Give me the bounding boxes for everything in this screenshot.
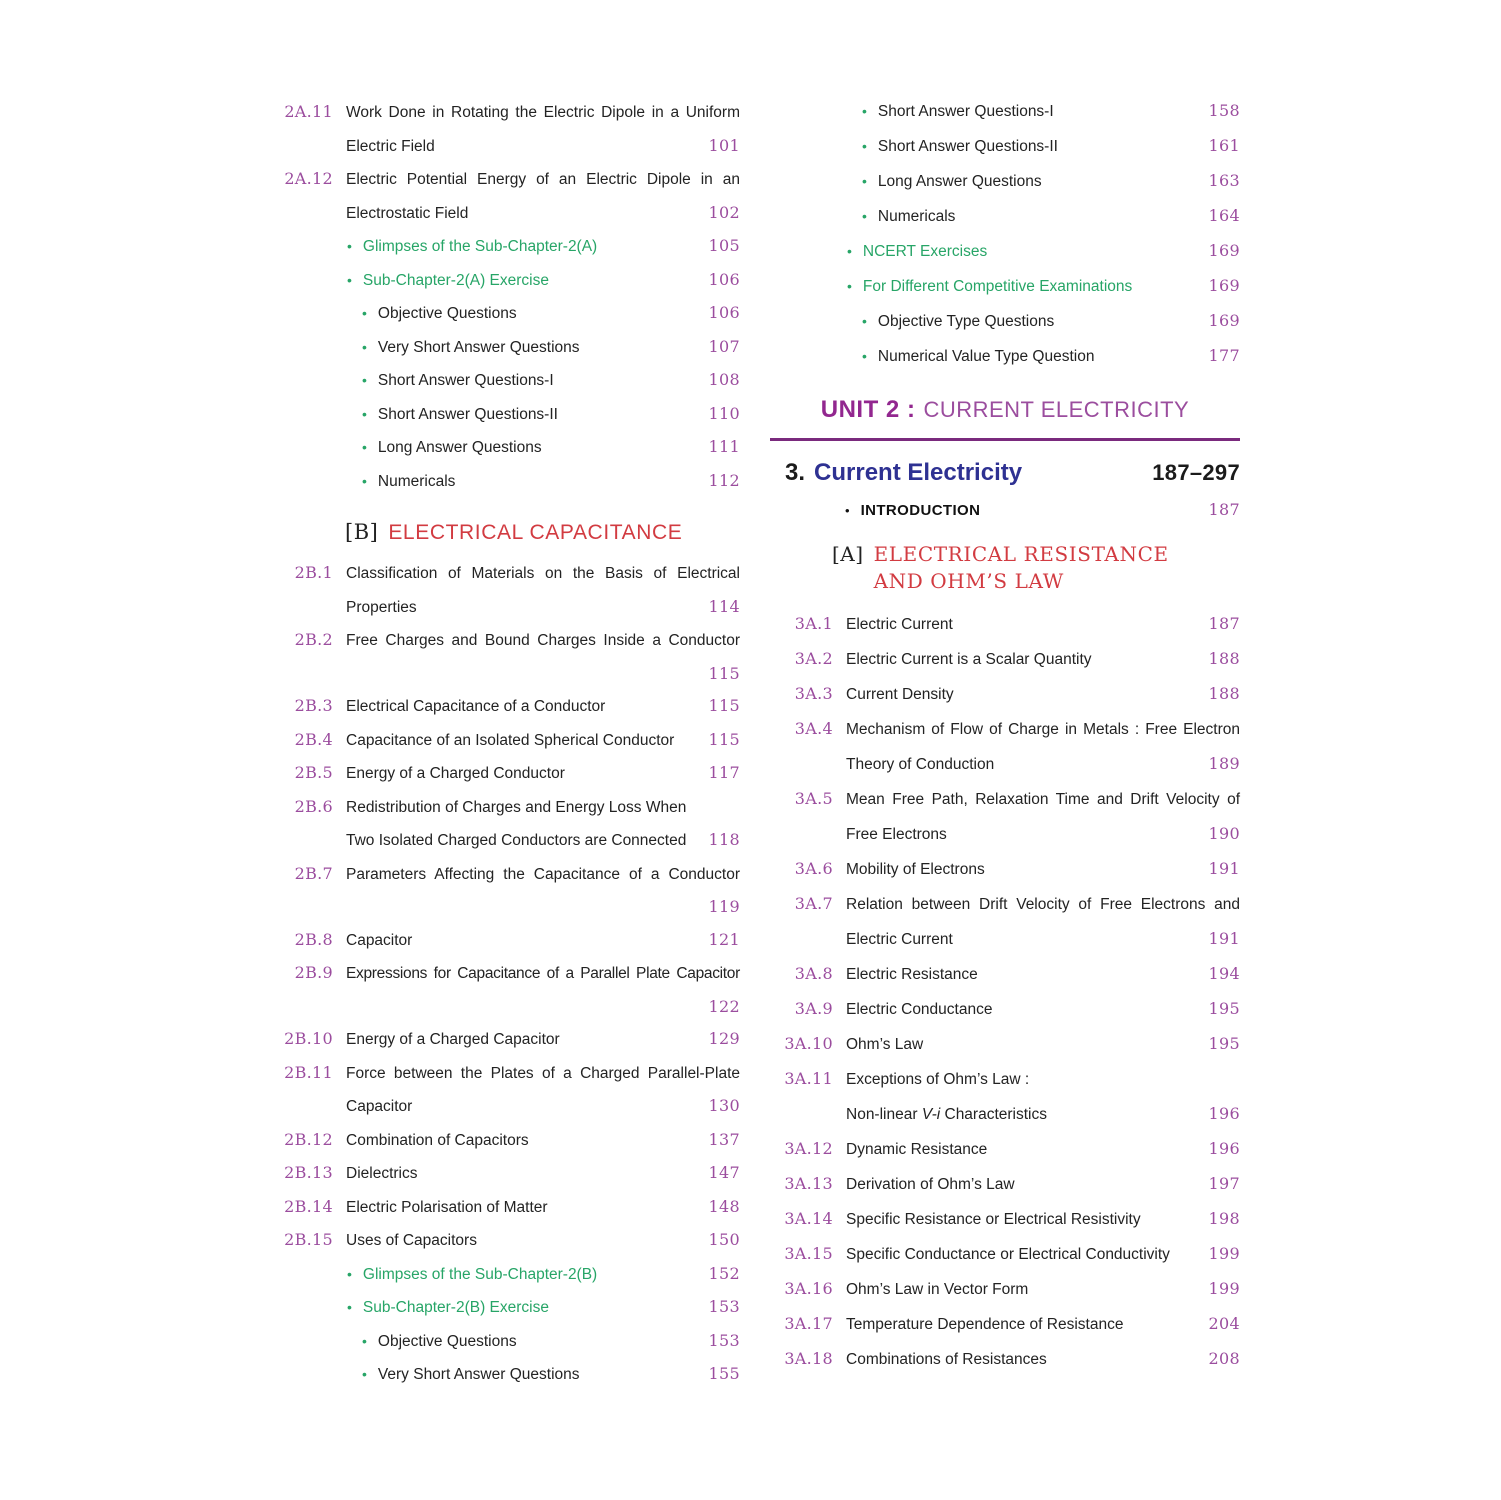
toc-entry [270, 557, 740, 624]
entry-title [846, 713, 1240, 782]
entry-title-line2: Free Electrons [846, 826, 947, 843]
entry-number: 3A.2 [794, 649, 833, 668]
entry-title-line1: Force between the Plates of a Charged Parallel-Plate [346, 1064, 740, 1082]
toc-exercise-entry [270, 1291, 740, 1325]
entry-number: 3A.8 [794, 964, 833, 983]
entry-title-line2: Electrostatic Field [346, 204, 469, 222]
entry-page-number: 118 [708, 830, 740, 849]
entry-title-line1: Relation between Drift Velocity of Free Electrons and [846, 896, 1240, 913]
toc-question-type-entry [770, 129, 1240, 164]
entry-title: Short Answer Questions-II [877, 138, 1058, 155]
entry-page-number: 148 [708, 1196, 740, 1216]
unit-2-divider [770, 394, 1240, 441]
entry-title-line1: Free Charges and Bound Charges Inside a Conductor [346, 632, 740, 649]
entry-title: Long Answer Questions [377, 439, 542, 456]
entry-number: 3A.16 [784, 1279, 833, 1298]
entry-number: 2B.15 [284, 1230, 333, 1249]
toc-question-type-entry [270, 331, 740, 365]
entry-number: 3A.6 [794, 859, 833, 878]
entry-title: Electric Polarisation of Matter [346, 1198, 548, 1216]
entry-title [346, 164, 740, 230]
entry-title: Specific Conductance or Electrical Conductivity [846, 1246, 1170, 1263]
entry-number: 2B.6 [294, 796, 333, 816]
bullet-icon [362, 1325, 367, 1358]
toc-entry [270, 724, 740, 758]
entry-page-number: 189 [1208, 754, 1240, 773]
toc-entry [770, 782, 1240, 852]
toc-entry [270, 96, 740, 163]
entry-title-line1: Classification of Materials on the Basis of Electrical [346, 565, 740, 582]
bullet-icon [847, 234, 852, 268]
entry-title: Short Answer Questions-I [377, 372, 554, 389]
entry-number: 2A.12 [284, 169, 333, 188]
toc-question-type-entry [270, 1358, 740, 1392]
toc-entry [770, 1307, 1240, 1342]
section-letter: [B] [345, 520, 379, 544]
toc-entry [270, 757, 740, 791]
toc-question-type-entry [770, 164, 1240, 199]
toc-question-type-entry [770, 94, 1240, 129]
entry-page-number: 115 [708, 663, 740, 683]
entry-title [346, 1058, 740, 1124]
toc-entry [270, 690, 740, 724]
entry-page-number: 119 [708, 897, 740, 916]
entry-page-number: 105 [708, 236, 740, 255]
entry-title: Energy of a Charged Capacitor [346, 1031, 560, 1048]
section-a-heading [770, 541, 1240, 595]
entry-page-number: 188 [1208, 684, 1240, 703]
bullet-icon [362, 398, 367, 431]
bullet-icon [845, 494, 850, 527]
entry-number: 3A.12 [784, 1139, 833, 1158]
entry-title: Specific Resistance or Electrical Resistivity [846, 1211, 1141, 1228]
section-title-line1: ELECTRICAL RESISTANCE [873, 542, 1169, 566]
toc-exercise-entry [770, 234, 1240, 269]
entry-number: 2B.3 [294, 696, 333, 715]
entry-number: 3A.1 [794, 614, 833, 633]
toc-entry [770, 712, 1240, 782]
entry-title-line2: Theory of Conduction [846, 756, 995, 773]
entry-title [346, 558, 740, 624]
entry-title: Sub-Chapter-2(A) Exercise [362, 271, 549, 289]
bullet-icon [862, 304, 867, 338]
toc-question-type-entry [770, 339, 1240, 374]
bullet-icon [362, 465, 367, 498]
section-title-line2: AND OHM’S LAW [873, 569, 1064, 593]
entry-number: 3A.9 [794, 999, 833, 1018]
entry-page-number: 198 [1208, 1209, 1240, 1228]
entry-title: Sub-Chapter-2(B) Exercise [362, 1299, 549, 1316]
entry-title-line1: Mean Free Path, Relaxation Time and Drift Velocity of [846, 791, 1240, 808]
entry-page-number: 169 [1208, 276, 1240, 295]
toc-entry [770, 1202, 1240, 1237]
exercise-entries-list [770, 94, 1240, 374]
entry-title [846, 888, 1240, 957]
chapter-3-entries-list [770, 607, 1240, 1377]
bullet-icon [347, 264, 352, 297]
entry-page-number: 117 [708, 763, 740, 782]
unit-title: CURRENT ELECTRICITY [923, 397, 1190, 422]
entry-page-number: 158 [1208, 101, 1240, 120]
chapter-3-heading [770, 453, 1240, 493]
entry-number: 2B.8 [294, 929, 333, 949]
bullet-icon [362, 1358, 367, 1391]
entry-page-number: 112 [708, 470, 740, 490]
entry-number: 3A.3 [794, 684, 833, 703]
bullet-icon [347, 1258, 352, 1291]
toc-entry [770, 1272, 1240, 1307]
entry-page-number: 161 [1208, 136, 1240, 155]
entry-page-number: 208 [1208, 1349, 1240, 1368]
toc-entry [770, 1062, 1240, 1132]
entry-number: 3A.18 [784, 1349, 833, 1368]
entry-title [346, 625, 740, 690]
introduction-label: INTRODUCTION [860, 502, 981, 519]
entry-page-number: 196 [1208, 1104, 1240, 1123]
section-title [874, 541, 1169, 595]
entry-title [346, 97, 740, 163]
entry-page-number: 204 [1208, 1314, 1240, 1333]
entry-number: 2B.14 [284, 1196, 333, 1216]
entry-page-number: 106 [708, 269, 740, 289]
entry-page-number: 187 [1208, 500, 1240, 519]
entry-title: Objective Type Questions [877, 313, 1055, 330]
entry-page-number: 153 [708, 1330, 740, 1350]
entry-number: 3A.14 [784, 1209, 833, 1228]
entry-title [346, 859, 740, 924]
entry-title: Numericals [377, 472, 456, 490]
toc-question-type-entry [270, 297, 740, 331]
toc-entry [770, 887, 1240, 957]
chapter-page-range: 187–297 [1152, 460, 1240, 485]
entry-number: 3A.4 [794, 719, 833, 738]
toc-entry [270, 1124, 740, 1158]
entry-page-number: 102 [708, 202, 740, 222]
entry-page-number: 191 [1208, 929, 1240, 948]
entry-title: Temperature Dependence of Resistance [846, 1316, 1124, 1333]
entry-page-number: 188 [1208, 649, 1240, 668]
entry-title: Numerical Value Type Question [877, 348, 1095, 365]
entry-page-number: 153 [708, 1297, 740, 1316]
left-column [270, 96, 740, 1392]
entry-title: NCERT Exercises [862, 243, 988, 260]
entry-title: Short Answer Questions-I [877, 103, 1054, 120]
toc-entry [770, 1132, 1240, 1167]
entry-page-number: 195 [1208, 1034, 1240, 1053]
entry-title-line1: Exceptions of Ohm’s Law : [846, 1071, 1030, 1088]
bullet-icon [362, 364, 367, 397]
toc-question-type-entry [270, 364, 740, 398]
entry-number: 2B.10 [284, 1029, 333, 1048]
entry-page-number: 152 [708, 1263, 740, 1283]
toc-entry [770, 852, 1240, 887]
entry-page-number: 177 [1208, 346, 1240, 365]
toc-entry [270, 1057, 740, 1124]
toc-exercise-entry [270, 264, 740, 298]
entry-title-line2: Properties [346, 598, 417, 616]
entry-title-line1: Redistribution of Charges and Energy Loss When [346, 798, 687, 816]
entry-number: 2B.4 [294, 729, 333, 749]
entry-title: Derivation of Ohm’s Law [846, 1176, 1015, 1193]
entry-title: Objective Questions [377, 305, 517, 322]
entry-page-number: 164 [1208, 206, 1240, 225]
entry-title: Capacitor [346, 931, 413, 949]
entry-title [346, 792, 740, 858]
entry-page-number: 137 [708, 1129, 740, 1149]
entry-title: Glimpses of the Sub-Chapter-2(A) [362, 238, 598, 255]
toc-question-type-entry [270, 1325, 740, 1359]
toc-entry [770, 957, 1240, 992]
toc-entry [770, 642, 1240, 677]
entry-title: Electrical Capacitance of a Conductor [346, 698, 606, 715]
toc-question-type-entry [770, 304, 1240, 339]
chapter-title: Current Electricity [814, 459, 1023, 486]
section-heading [270, 514, 740, 551]
introduction-entry [770, 493, 1240, 527]
toc-entry [770, 1342, 1240, 1377]
entry-title-line1: Mechanism of Flow of Charge in Metals : Free Electron [846, 721, 1240, 738]
entry-title-line1: Work Done in Rotating the Electric Dipole in a Uniform [346, 104, 740, 121]
entry-title: Dynamic Resistance [846, 1141, 988, 1158]
entry-page-number: 101 [708, 135, 740, 155]
entry-page-number: 108 [708, 370, 740, 389]
entry-title: Electric Current [846, 616, 953, 633]
entry-title: Ohm’s Law in Vector Form [846, 1281, 1029, 1298]
entry-page-number: 130 [708, 1096, 740, 1115]
bullet-icon [862, 94, 867, 128]
entry-title-line1: Electric Potential Energy of an Electric Dipole in an [346, 171, 740, 188]
entry-page-number: 187 [1208, 614, 1240, 633]
entry-page-number: 194 [1208, 964, 1240, 983]
entry-number: 3A.13 [784, 1174, 833, 1193]
toc-entry [270, 1191, 740, 1225]
entry-page-number: 190 [1208, 824, 1240, 843]
entry-page-number: 195 [1208, 999, 1240, 1018]
entry-title: Uses of Capacitors [346, 1232, 477, 1249]
entry-title: Glimpses of the Sub-Chapter-2(B) [362, 1265, 598, 1283]
entry-page-number: 196 [1208, 1139, 1240, 1158]
entry-title-line1: Parameters Affecting the Capacitance of a Conductor [346, 865, 740, 883]
toc-entry [270, 1224, 740, 1258]
bullet-icon [347, 1291, 352, 1324]
entry-number: 2B.5 [294, 763, 333, 782]
entry-page-number: 107 [708, 336, 740, 356]
toc-exercise-entry [270, 230, 740, 264]
toc-question-type-entry [770, 199, 1240, 234]
entry-title: Combination of Capacitors [346, 1131, 529, 1149]
entry-title-line1: Expressions for Capacitance of a Parallel Plate Capacitor [346, 965, 740, 982]
entry-title: Energy of a Charged Conductor [346, 765, 565, 782]
entry-title [846, 783, 1240, 852]
entry-title: Short Answer Questions-II [377, 405, 558, 423]
entry-page-number: 111 [708, 437, 740, 456]
entry-title: Objective Questions [377, 1332, 517, 1350]
entry-page-number: 147 [708, 1163, 740, 1182]
entry-page-number: 169 [1208, 311, 1240, 330]
toc-entry [270, 957, 740, 1023]
toc-question-type-entry [270, 398, 740, 432]
entry-page-number: 106 [708, 303, 740, 322]
entry-page-number: 155 [708, 1364, 740, 1383]
toc-entry [270, 924, 740, 958]
entry-page-number: 122 [708, 996, 740, 1016]
entry-title-line2: Capacitor [346, 1098, 413, 1115]
entry-page-number: 115 [708, 729, 740, 749]
entry-title-line2: Two Isolated Charged Conductors are Connected [346, 832, 687, 849]
entry-page-number: 169 [1208, 241, 1240, 260]
entry-title-line2: Non-linear V-i Characteristics [846, 1106, 1047, 1123]
entry-number: 2B.1 [294, 563, 333, 582]
bullet-icon [862, 339, 867, 373]
entry-title: Very Short Answer Questions [377, 1366, 580, 1383]
toc-exercise-entry [270, 1258, 740, 1292]
entry-title: Current Density [846, 686, 954, 703]
entry-title: Electric Conductance [846, 1001, 993, 1018]
entry-page-number: 199 [1208, 1279, 1240, 1298]
entry-number: 3A.5 [794, 789, 833, 808]
toc-entry [270, 791, 740, 858]
entry-title: Numericals [877, 208, 956, 225]
entry-title: Ohm’s Law [846, 1036, 924, 1053]
entry-number: 2B.12 [284, 1129, 333, 1149]
bullet-icon [362, 331, 367, 364]
bullet-icon [362, 431, 367, 464]
bullet-icon [862, 199, 867, 233]
entry-number: 2B.2 [294, 630, 333, 649]
bullet-icon [862, 164, 867, 198]
toc-entry [270, 1023, 740, 1057]
entry-title [846, 1063, 1240, 1132]
toc-entry [770, 607, 1240, 642]
entry-number: 3A.11 [784, 1069, 833, 1088]
entry-page-number: 199 [1208, 1244, 1240, 1263]
entry-title: Electric Current is a Scalar Quantity [846, 651, 1092, 668]
entry-number: 2A.11 [284, 102, 333, 121]
entry-title: For Different Competitive Examinations [862, 278, 1133, 295]
entry-title: Mobility of Electrons [846, 861, 985, 878]
entry-page-number: 114 [708, 596, 740, 616]
entry-number: 2B.11 [284, 1062, 333, 1082]
toc-entry [770, 992, 1240, 1027]
toc-entry [270, 1157, 740, 1191]
toc-entry [770, 1167, 1240, 1202]
entry-page-number: 191 [1208, 859, 1240, 878]
entry-number: 2B.13 [284, 1163, 333, 1182]
entry-number: 2B.7 [294, 863, 333, 883]
entry-page-number: 110 [708, 403, 740, 423]
entry-title-line2: Electric Field [346, 137, 435, 155]
section-title: ELECTRICAL CAPACITANCE [388, 521, 683, 544]
entry-title: Capacitance of an Isolated Spherical Conductor [346, 731, 675, 749]
entry-title: Combinations of Resistances [846, 1351, 1047, 1368]
chapter-number: 3. [785, 459, 806, 486]
toc-entry [270, 858, 740, 924]
toc-entry [770, 677, 1240, 712]
entry-number: 2B.9 [294, 963, 333, 982]
entry-number: 3A.7 [794, 894, 833, 913]
toc-entry [770, 1027, 1240, 1062]
entry-number: 3A.15 [784, 1244, 833, 1263]
entry-page-number: 115 [708, 696, 740, 715]
bullet-icon [347, 230, 352, 263]
toc-entry [270, 624, 740, 690]
bullet-icon [862, 129, 867, 163]
toc-question-type-entry [270, 465, 740, 499]
right-column [770, 94, 1240, 1377]
toc-entry [270, 163, 740, 230]
section-letter: [A] [832, 542, 864, 566]
entry-page-number: 163 [1208, 171, 1240, 190]
toc-question-type-entry [270, 431, 740, 465]
entry-title [346, 958, 740, 1023]
entry-page-number: 197 [1208, 1174, 1240, 1193]
toc-entry [770, 1237, 1240, 1272]
entry-page-number: 121 [708, 929, 740, 949]
entry-page-number: 150 [708, 1230, 740, 1249]
toc-exercise-entry [770, 269, 1240, 304]
entry-page-number: 129 [708, 1029, 740, 1048]
entry-title-line2: Electric Current [846, 931, 953, 948]
entry-title: Long Answer Questions [877, 173, 1042, 190]
bullet-icon [847, 269, 852, 303]
bullet-icon [362, 297, 367, 330]
entry-number: 3A.10 [784, 1034, 833, 1053]
entry-title: Electric Resistance [846, 966, 978, 983]
entry-title: Dielectrics [346, 1165, 418, 1182]
unit-label: UNIT 2 : [820, 396, 916, 423]
entry-title: Very Short Answer Questions [377, 338, 580, 356]
entry-number: 3A.17 [784, 1314, 833, 1333]
